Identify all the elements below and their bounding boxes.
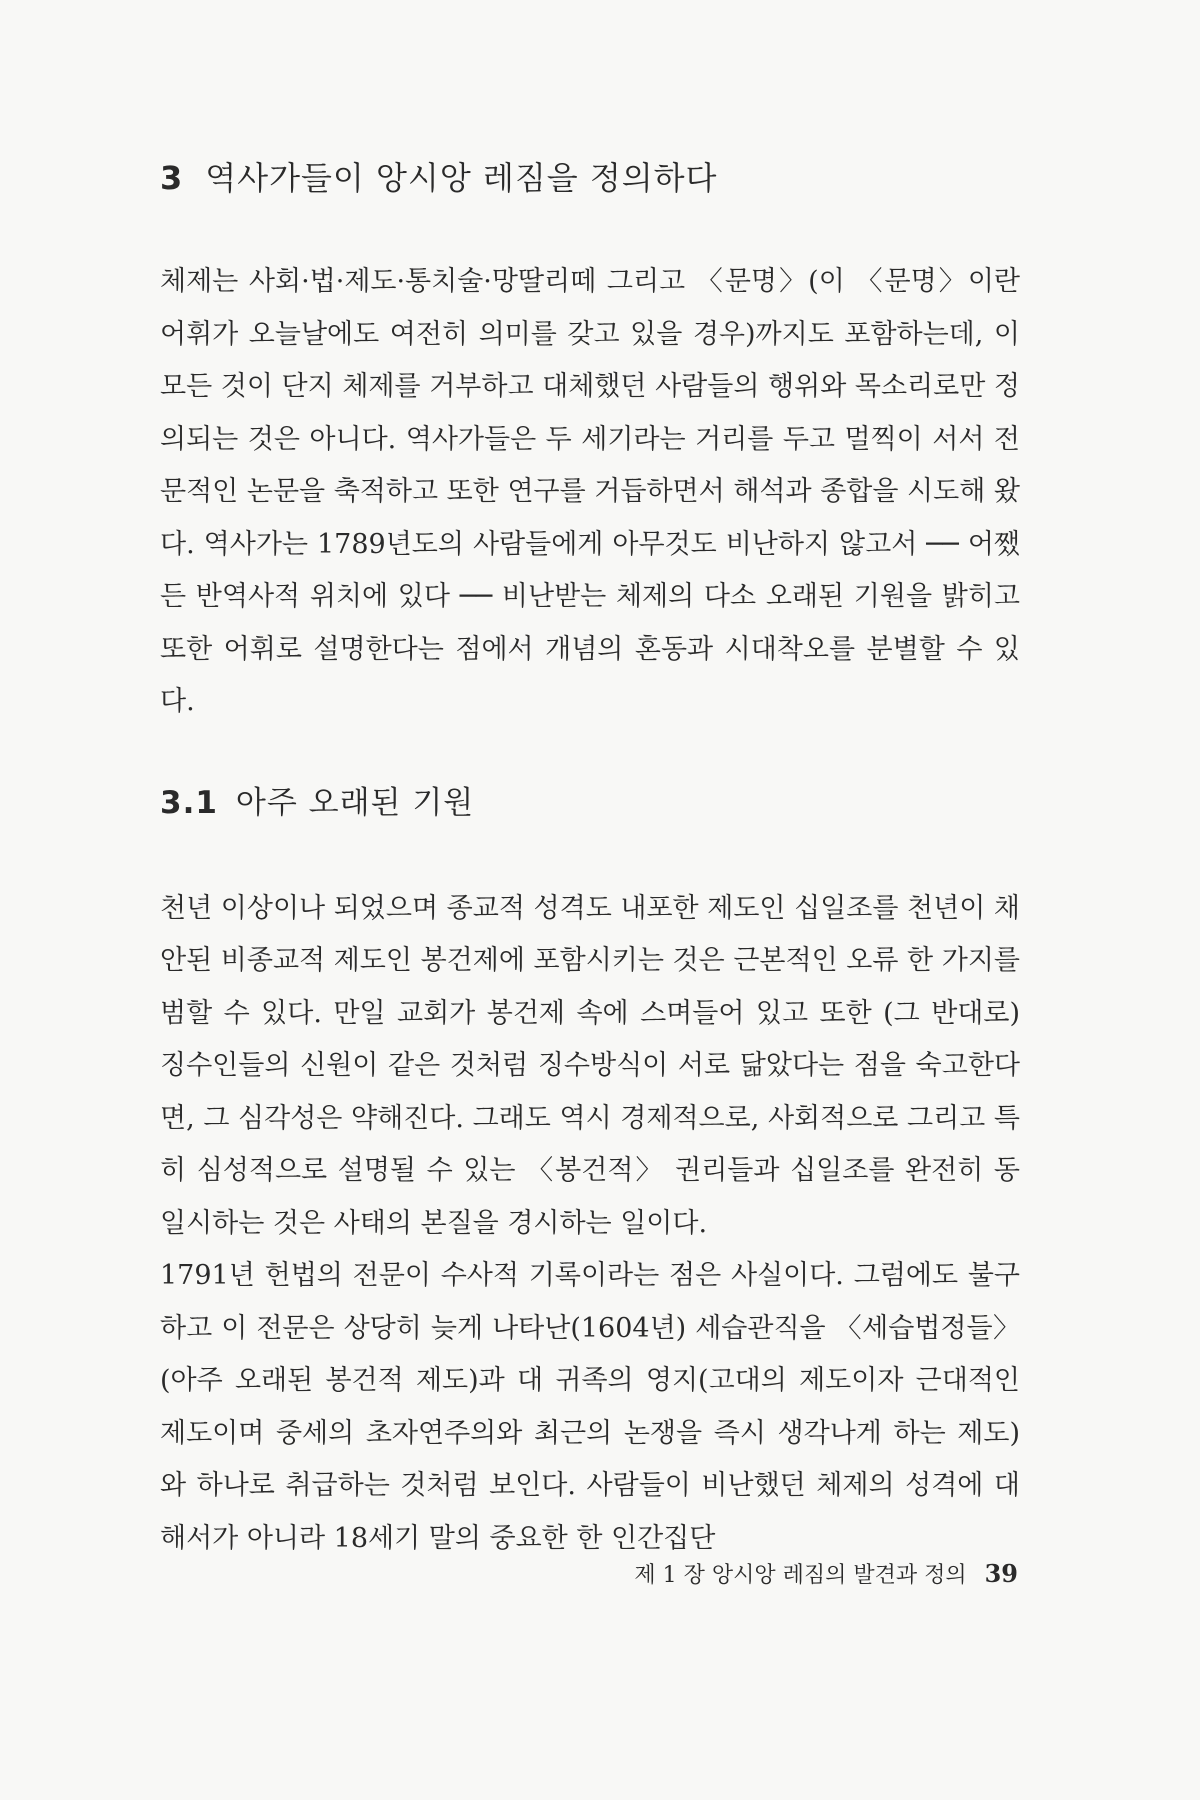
section-title: 역사가들이 앙시앙 레짐을 정의하다 [205, 159, 718, 197]
subsection-title: 아주 오래된 기원 [235, 784, 475, 821]
page-number: 39 [984, 1559, 1018, 1588]
page-content [160, 156, 1020, 1565]
subsection-heading [160, 781, 1020, 825]
section-number: 3 [160, 159, 184, 197]
running-head: 제 1 장 앙시앙 레짐의 발견과 정의 [634, 1563, 967, 1588]
section-heading [160, 156, 1020, 200]
subsection-number: 3.1 [160, 784, 218, 821]
intro-paragraph: 체제는 사회·법·제도·통치술·망딸리떼 그리고 〈문명〉(이 〈문명〉이란 어휘가 오늘날에도 여전히 의미를 갖고 있을 경우)까지도 포함하는데, 이 모든 것이 단지 체제를 거부하고 대체했던 사람들의 행위와 목소리로만 정의되는 것은 아니다. 역사가들은 두 세기라는 거리를 두고 멀찍이 서서 전문적인 논문을 축적하고 또한 연구를 거듭하면서 해석과 종합을 시도해 왔다. 역사가는 1789년도의 사람들에게 아무것도 비난하지 않고서 ── 어쨌든 반역사적 위치에 있다 ── 비난받는 체제의 다소 오래된 기원을 밝히고 또한 어휘로 설명한다는 점에서 개념의 혼동과 시대착오를 분별할 수 있다. [160, 266, 1020, 717]
page-footer [0, 1558, 1018, 1589]
body-paragraph-2: 1791년 헌법의 전문이 수사적 기록이라는 점은 사실이다. 그럼에도 불구하고 이 전문은 상당히 늦게 나타난(1604년) 세습관직을 〈세습법정들〉(아주 오래된 봉건적 제도)과 대 귀족의 영지(고대의 제도이자 근대적인 제도이며 중세의 초자연주의와 최근의 논쟁을 즉시 생각나게 하는 제도)와 하나로 취급하는 것처럼 보인다. 사람들이 비난했던 체제의 성격에 대해서가 아니라 18세기 말의 중요한 한 인간집단 [160, 1260, 1020, 1554]
body-paragraph-1: 천년 이상이나 되었으며 종교적 성격도 내포한 제도인 십일조를 천년이 채 안된 비종교적 제도인 봉건제에 포함시키는 것은 근본적인 오류 한 가지를 범할 수 있다. 만일 교회가 봉건제 속에 스며들어 있고 또한 (그 반대로) 징수인들의 신원이 같은 것처럼 징수방식이 서로 닮았다는 점을 숙고한다면, 그 심각성은 약해진다. 그래도 역시 경제적으로, 사회적으로 그리고 특히 심성적으로 설명될 수 있는 〈봉건적〉 권리들과 십일조를 완전히 동일시하는 것은 사태의 본질을 경시하는 일이다. [160, 892, 1020, 1239]
